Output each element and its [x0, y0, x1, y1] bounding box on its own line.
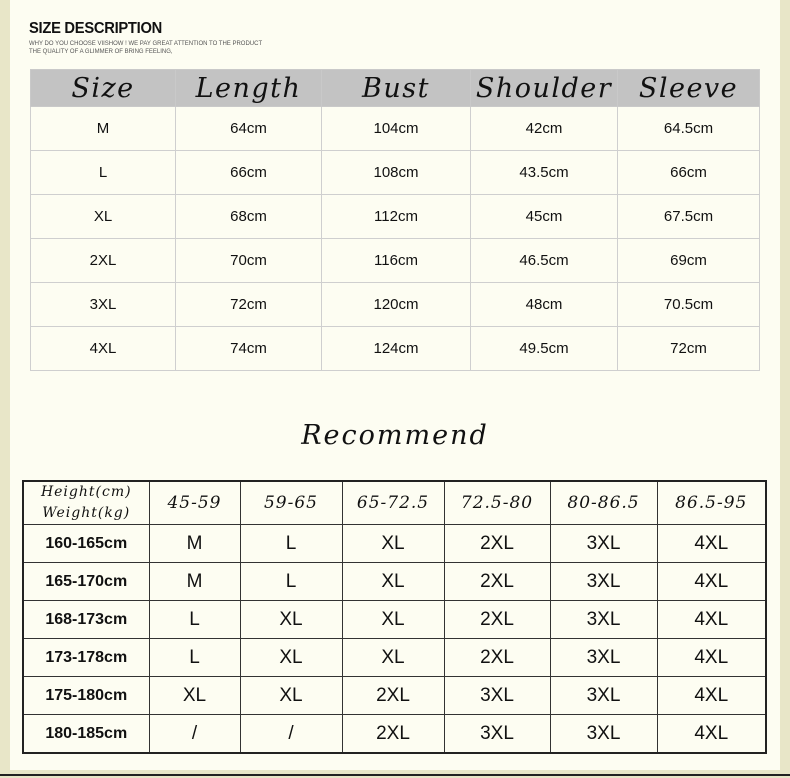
size-cell: 4XL	[657, 639, 766, 677]
shoulder-cell: 46.5cm	[471, 239, 618, 283]
size-cell: XL	[342, 601, 444, 639]
table-row	[23, 639, 766, 677]
bottom-divider	[0, 774, 790, 776]
table-row	[31, 327, 760, 371]
bust-cell: 120cm	[322, 283, 471, 327]
column-header-sleeve: Sleeve	[618, 70, 760, 107]
size-cell: 4XL	[657, 563, 766, 601]
corner-height-label: Height(cm)	[40, 484, 132, 500]
height-cell: 165-170cm	[23, 563, 149, 601]
table-row	[23, 715, 766, 754]
height-cell: 160-165cm	[23, 525, 149, 563]
table-row	[31, 107, 760, 151]
size-cell: XL	[31, 195, 176, 239]
size-cell: 3XL	[550, 677, 657, 715]
size-cell: 4XL	[657, 715, 766, 754]
size-cell: XL	[342, 525, 444, 563]
size-table	[30, 69, 760, 371]
shoulder-cell: 43.5cm	[471, 151, 618, 195]
bust-cell: 124cm	[322, 327, 471, 371]
weight-header: 80-86.5	[550, 481, 657, 525]
sleeve-cell: 70.5cm	[618, 283, 760, 327]
size-cell: 3XL	[444, 715, 550, 754]
column-header-length: Length	[176, 70, 322, 107]
size-cell: M	[149, 525, 240, 563]
sleeve-cell: 67.5cm	[618, 195, 760, 239]
recommend-header-row	[23, 481, 766, 525]
weight-header: 45-59	[149, 481, 240, 525]
size-cell: /	[149, 715, 240, 754]
size-cell: M	[31, 107, 176, 151]
tagline-line-2: THE QUALITY OF A GLIMMER OF BRING FEELING,	[29, 49, 173, 55]
size-cell: 2XL	[444, 525, 550, 563]
size-cell: 2XL	[342, 677, 444, 715]
size-cell: XL	[240, 639, 342, 677]
height-cell: 180-185cm	[23, 715, 149, 754]
shoulder-cell: 48cm	[471, 283, 618, 327]
size-cell: L	[31, 151, 176, 195]
size-cell: 4XL	[657, 525, 766, 563]
size-cell: XL	[240, 601, 342, 639]
table-row	[31, 195, 760, 239]
size-cell: 3XL	[444, 677, 550, 715]
size-cell: 2XL	[31, 239, 176, 283]
size-cell: L	[240, 525, 342, 563]
size-cell: 2XL	[444, 601, 550, 639]
table-row	[23, 525, 766, 563]
table-row	[31, 239, 760, 283]
size-cell: 3XL	[550, 601, 657, 639]
height-cell: 175-180cm	[23, 677, 149, 715]
length-cell: 64cm	[176, 107, 322, 151]
table-row	[31, 151, 760, 195]
sleeve-cell: 72cm	[618, 327, 760, 371]
height-cell: 168-173cm	[23, 601, 149, 639]
sleeve-cell: 69cm	[618, 239, 760, 283]
page-title: SIZE DESCRIPTION	[29, 20, 162, 37]
size-cell: 4XL	[31, 327, 176, 371]
size-cell: L	[149, 639, 240, 677]
size-cell: 4XL	[657, 601, 766, 639]
weight-header: 59-65	[240, 481, 342, 525]
size-cell: 2XL	[342, 715, 444, 754]
bust-cell: 108cm	[322, 151, 471, 195]
size-cell: L	[149, 601, 240, 639]
corner-header	[23, 481, 149, 525]
size-cell: 2XL	[444, 563, 550, 601]
corner-weight-label: Weight(kg)	[42, 505, 131, 521]
size-cell: 4XL	[657, 677, 766, 715]
weight-header: 86.5-95	[657, 481, 766, 525]
weight-header: 72.5-80	[444, 481, 550, 525]
table-row	[23, 677, 766, 715]
size-cell: XL	[342, 563, 444, 601]
tagline-line-1: WHY DO YOU CHOOSE VIISHOW ! WE PAY GREAT ATTENTION TO THE PRODUCT	[29, 41, 263, 47]
size-cell: 3XL	[550, 715, 657, 754]
size-cell: XL	[149, 677, 240, 715]
bust-cell: 116cm	[322, 239, 471, 283]
table-row	[23, 601, 766, 639]
length-cell: 72cm	[176, 283, 322, 327]
shoulder-cell: 49.5cm	[471, 327, 618, 371]
size-cell: 3XL	[31, 283, 176, 327]
table-row	[31, 283, 760, 327]
length-cell: 66cm	[176, 151, 322, 195]
height-cell: 173-178cm	[23, 639, 149, 677]
recommend-table	[22, 480, 767, 754]
column-header-bust: Bust	[322, 70, 471, 107]
size-cell: XL	[240, 677, 342, 715]
size-cell: 3XL	[550, 525, 657, 563]
sleeve-cell: 64.5cm	[618, 107, 760, 151]
size-cell: /	[240, 715, 342, 754]
sleeve-cell: 66cm	[618, 151, 760, 195]
table-row	[23, 563, 766, 601]
size-cell: 3XL	[550, 639, 657, 677]
size-cell: 3XL	[550, 563, 657, 601]
size-cell: 2XL	[444, 639, 550, 677]
column-header-shoulder: Shoulder	[471, 70, 618, 107]
bust-cell: 104cm	[322, 107, 471, 151]
size-cell: M	[149, 563, 240, 601]
bust-cell: 112cm	[322, 195, 471, 239]
weight-header: 65-72.5	[342, 481, 444, 525]
length-cell: 70cm	[176, 239, 322, 283]
column-header-size: Size	[31, 70, 176, 107]
length-cell: 74cm	[176, 327, 322, 371]
length-cell: 68cm	[176, 195, 322, 239]
size-cell: L	[240, 563, 342, 601]
shoulder-cell: 45cm	[471, 195, 618, 239]
recommend-title: Recommend	[301, 420, 489, 451]
shoulder-cell: 42cm	[471, 107, 618, 151]
size-cell: XL	[342, 639, 444, 677]
size-table-header-row	[31, 70, 760, 107]
